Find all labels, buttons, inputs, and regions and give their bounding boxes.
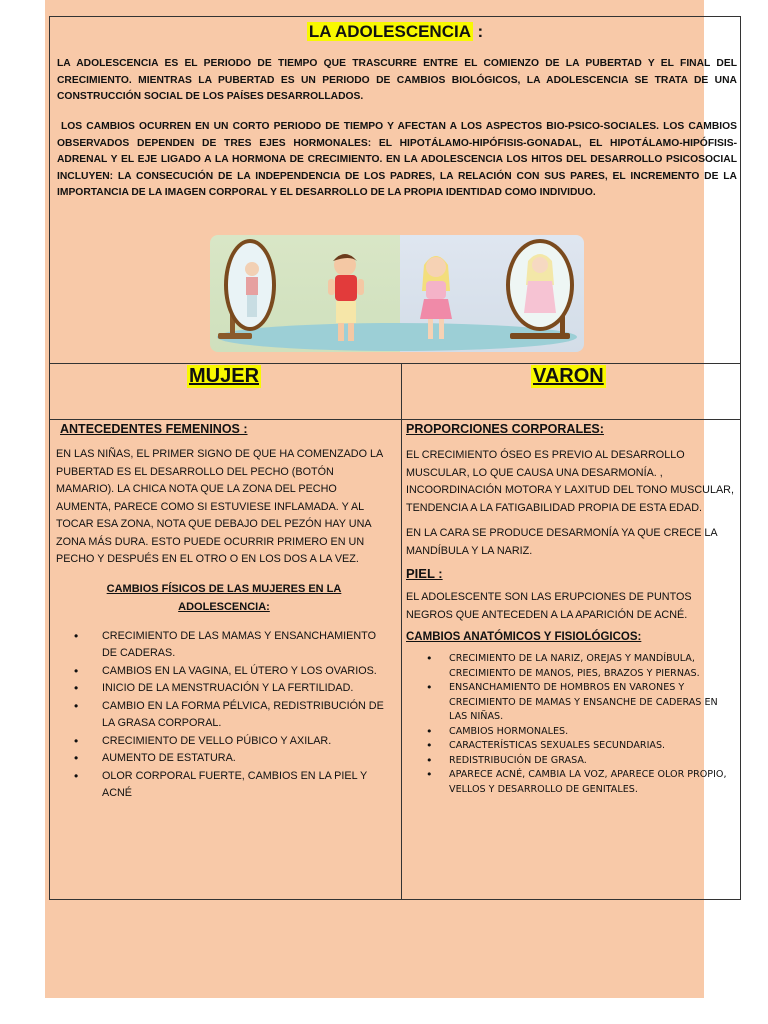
list-item: • CAMBIOS EN LA VAGINA, EL ÚTERO Y LOS OVARIOS. — [102, 663, 392, 681]
list-item: • APARECE ACNÉ, CAMBIA LA VOZ, APARECE OLOR PROPIO, VELLOS Y DESARROLLO DE GENITALES. — [449, 768, 734, 797]
page-title: LA ADOLESCENCIA — [308, 22, 471, 41]
list-item: • CARACTERÍSTICAS SEXUALES SECUNDARIAS. — [449, 739, 734, 754]
list-item: • CAMBIO EN LA FORMA PÉLVICA, REDISTRIBUCIÓN DE LA GRASA CORPORAL. — [102, 698, 392, 733]
mirror-illustration-svg — [210, 235, 584, 352]
list-item: • INICIO DE LA MENSTRUACIÓN Y LA FERTILIDAD. — [102, 680, 392, 698]
list-item: • OLOR CORPORAL FUERTE, CAMBIOS EN LA PIEL Y ACNÉ — [102, 768, 392, 803]
list-item: • CRECIMIENTO DE LAS MAMAS Y ENSANCHAMIENTO DE CADERAS. — [102, 628, 392, 663]
intro-cell — [50, 17, 740, 364]
column-header-row — [50, 363, 740, 420]
column-header-mujer: MUJER — [189, 365, 260, 387]
title-wrap — [50, 22, 740, 42]
intro-paragraph-2: LOS CAMBIOS OCURREN EN UN CORTO PERIODO DE TIEMPO Y AFECTAN A LOS ASPECTOS BIO-PSICO-SOCIALES. LOS CAMBIOS OBSERVADOS DEPENDEN DE TRES EJES HORMONALES: EL HIPOTÁLAMO-HIPÓFISIS-GONADAL, EL HIPOTÁLAMO-HIPÓFISIS-ADRENAL Y EL EJE LIGADO A LA HORMONA DE CRECIMIENTO. EN LA ADOLESCENCIA LOS HITOS DEL DESARROLLO PSICOSOCIAL INCLUYEN: LA CONSECUCIÓN DE LA INDEPENDENCIA DE LOS PADRES, LA RELACIÓN CON SUS PARES, EL INCREMENTO DE LA IMPORTANCIA DE LA IMAGEN CORPORAL Y EL DESARROLLO DE LA PROPIA IDENTIDAD COMO INDIVIDUO. — [57, 121, 737, 198]
mirror-illustration — [210, 235, 584, 352]
list-item: • AUMENTO DE ESTATURA. — [102, 750, 392, 768]
column-header-varon: VARON — [533, 365, 604, 387]
list-item: • CAMBIOS HORMONALES. — [449, 725, 734, 740]
proporciones-paragraph: EL CRECIMIENTO ÓSEO ES PREVIO AL DESARROLLO MUSCULAR, LO QUE CAUSA UNA DESARMONÍA. , INCOORDINACIÓN MOTORA Y LAXITUD DEL TONO MUSCULAR, TENDENCIA A LA FATIGABILIDAD PROPIA DE ESTA EDAD. — [406, 449, 734, 514]
title-colon: : — [477, 22, 484, 41]
cambios-anatomicos-heading: CAMBIOS ANATÓMICOS Y FISIOLÓGICOS: — [406, 631, 642, 643]
cambios-fisicos-list — [56, 628, 392, 803]
cambios-anatomicos-list — [406, 652, 734, 797]
antecedentes-paragraph: EN LAS NIÑAS, EL PRIMER SIGNO DE QUE HA COMENZADO LA PUBERTAD ES EL DESARROLLO DEL PECHO (BOTÓN MAMARIO). LA CHICA NOTA QUE LA ZONA DEL PECHO AUMENTA, PARECE COMO SI ESTUVIESE INFLAMADA. Y AL TOCAR ESA ZONA, NOTA QUE DEBAJO DEL PEZÓN HAY UNA ZONA MÁS DURA. ESTO PUEDE OCURRIR PRIMERO EN UN PECHO Y DESPUÉS EN EL OTRO O EN LOS DOS A LA VEZ. — [56, 448, 383, 565]
mujer-column — [56, 422, 392, 803]
proporciones-heading: PROPORCIONES CORPORALES: — [406, 422, 604, 436]
piel-paragraph: EL ADOLESCENTE SON LAS ERUPCIONES DE PUNTOS NEGROS QUE ANTECEDEN A LA APARICIÓN DE ACNÉ. — [406, 591, 692, 621]
piel-heading: PIEL : — [406, 566, 443, 581]
document-table — [49, 16, 741, 900]
list-item: • REDISTRIBUCIÓN DE GRASA. — [449, 754, 734, 769]
cara-paragraph: EN LA CARA SE PRODUCE DESARMONÍA YA QUE CRECE LA MANDÍBULA Y LA NARIZ. — [406, 527, 718, 557]
list-item: • CRECIMIENTO DE VELLO PÚBICO Y AXILAR. — [102, 733, 392, 751]
varon-column — [406, 422, 734, 797]
list-item: • CRECIMIENTO DE LA NARIZ, OREJAS Y MANDÍBULA, CRECIMIENTO DE MANOS, PIES, BRAZOS Y PIERNAS. — [449, 652, 734, 681]
intro-paragraph-1: LA ADOLESCENCIA ES EL PERIODO DE TIEMPO QUE TRASCURRE ENTRE EL COMIENZO DE LA PUBERTAD Y EL FINAL DEL CRECIMIENTO. MIENTRAS LA PUBERTAD ES UN PERIODO DE CAMBIOS BIOLÓGICOS, LA ADOLESCENCIA SE TRATA DE UNA CONSTRUCCIÓN SOCIAL DE LOS PAÍSES DESARROLLADOS. — [57, 58, 737, 102]
column-divider — [401, 363, 402, 899]
list-item: • ENSANCHAMIENTO DE HOMBROS EN VARONES Y CRECIMIENTO DE MAMAS Y ENSANCHE DE CADERAS EN LAS NIÑAS. — [449, 681, 734, 725]
antecedentes-heading: ANTECEDENTES FEMENINOS : — [60, 422, 248, 436]
cambios-fisicos-heading: CAMBIOS FÍSICOS DE LAS MUJERES EN LA ADOLESCENCIA: — [106, 582, 342, 613]
